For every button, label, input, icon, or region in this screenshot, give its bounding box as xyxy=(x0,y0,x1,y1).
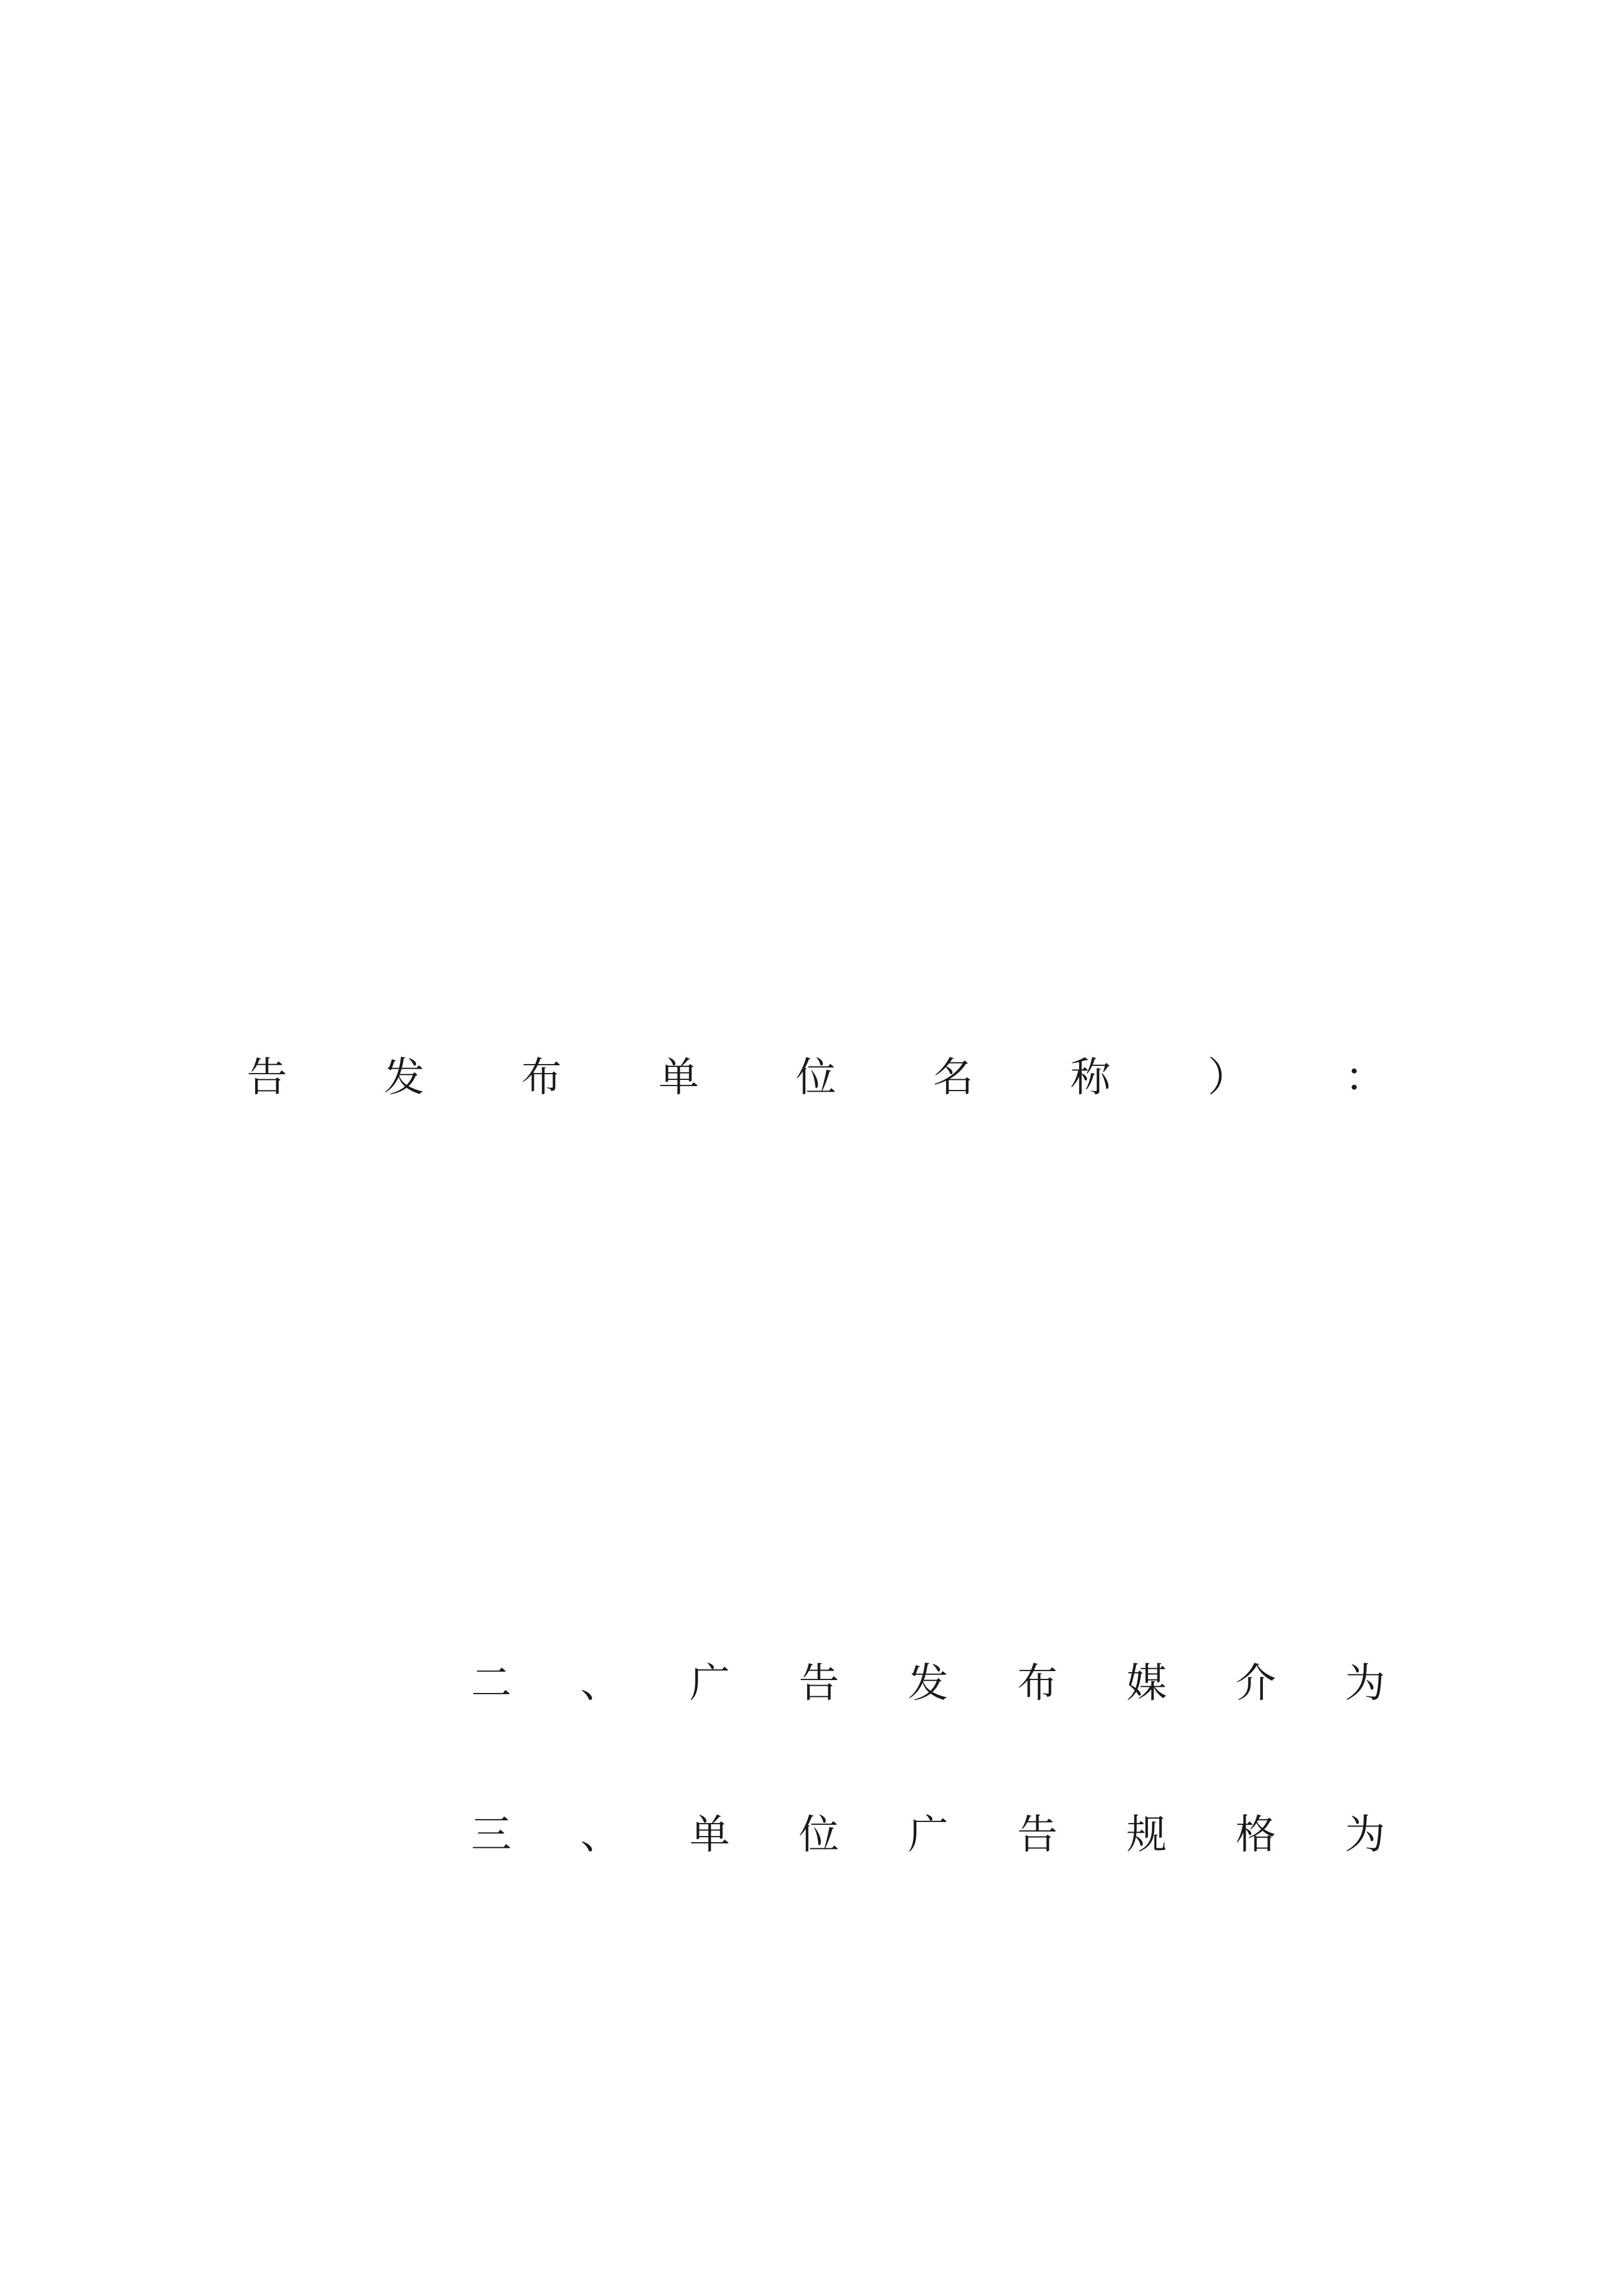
signature-line-party-a xyxy=(247,362,1385,429)
party-b-address-line xyxy=(247,1119,1385,1186)
clause-4-line xyxy=(336,1952,1385,2019)
clause-3-blank-line xyxy=(247,1876,1385,1944)
text-line xyxy=(247,286,1385,353)
party-a-unit-line xyxy=(247,816,1385,884)
postcode-phone-line xyxy=(247,892,1385,959)
text-line xyxy=(247,1346,1385,1414)
clause-3-line: 三 、 单 位 广 告 规 格 为 xyxy=(471,1811,1385,1858)
clause-1-continued-line xyxy=(247,1573,1385,1641)
representative-line xyxy=(247,438,1385,505)
clause-2-blank-line xyxy=(247,1725,1385,1792)
text-line xyxy=(247,210,1385,278)
phone-line xyxy=(247,513,1385,581)
legal-rep-line xyxy=(247,1271,1385,1338)
postcode-phone-line xyxy=(247,1195,1385,1262)
clause-2-line: 二 、 广 告 发 布 媒 介 为 xyxy=(471,1659,1385,1706)
contract-title-line xyxy=(247,740,1385,808)
account-date-line xyxy=(247,589,1385,656)
clause-1-line xyxy=(348,1498,1385,1565)
text-line xyxy=(247,1422,1385,1489)
sign-place-line xyxy=(247,665,1385,732)
spaced-text-line: 告 发 布 单 位 名 称 ） ： xyxy=(247,1053,1385,1101)
legal-rep-line xyxy=(247,968,1385,1035)
